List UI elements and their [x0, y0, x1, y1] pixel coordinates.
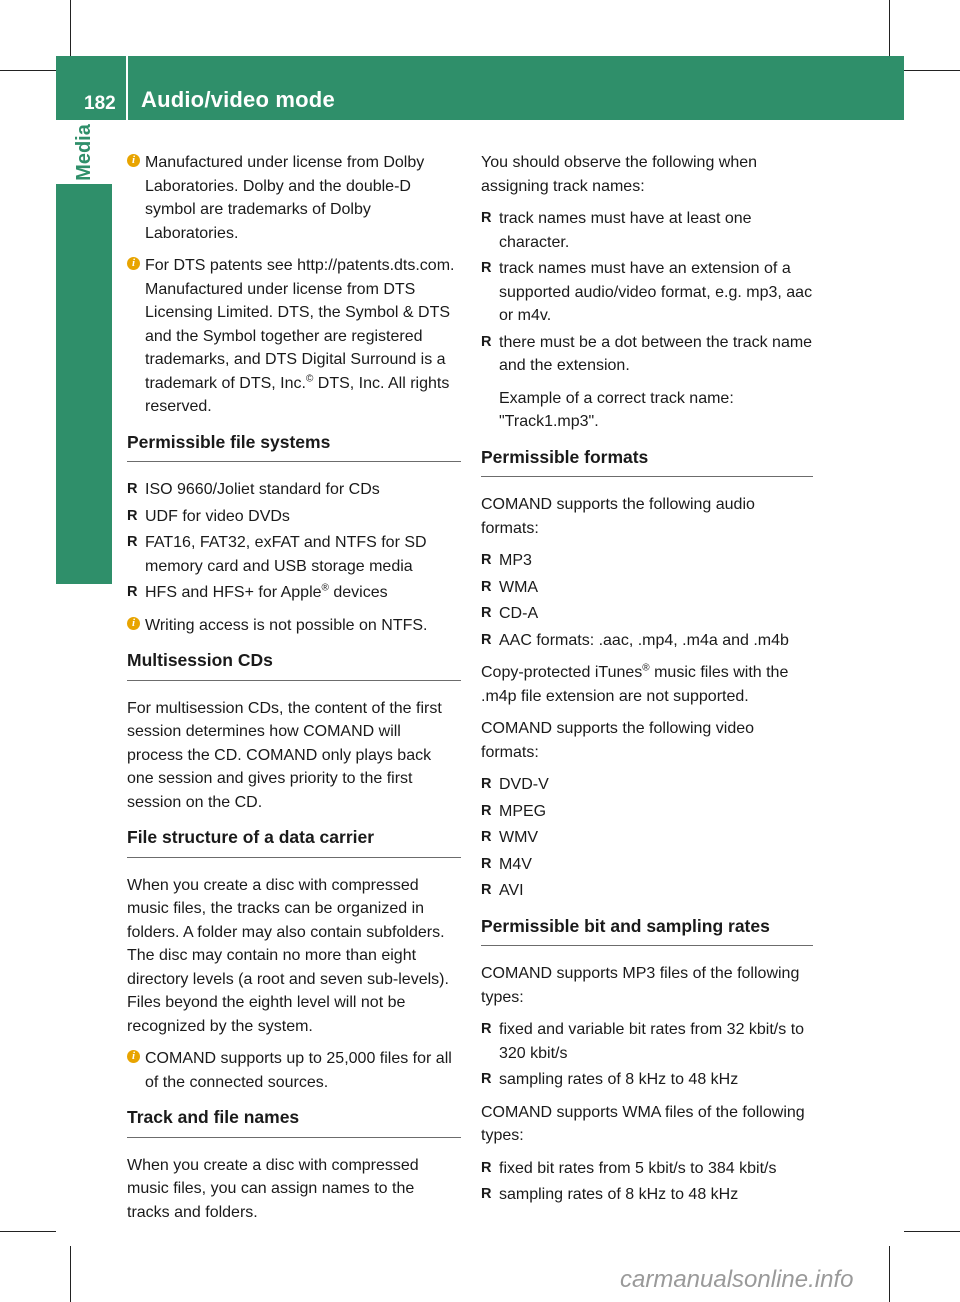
list-item: R ISO 9660/Joliet standard for CDs: [127, 478, 461, 502]
mp3-rates-list: [481, 1018, 813, 1092]
list-item: R MP3: [481, 549, 813, 573]
section-title: Audio/video mode: [141, 87, 335, 112]
info-note: i Manufactured under license from Dolby Laboratories. Dolby and the double-D symbol are trademarks of Dolby Laboratories.: [127, 151, 461, 245]
crop-mark: [904, 70, 960, 71]
paragraph: When you create a disc with compressed music files, the tracks can be organized in folders. A folder may also contain subfolders. The disc may contain no more than eight directory levels (a root and seven sub-levels). Files beyond the eighth level will not be recognized by the system.: [127, 876, 449, 1035]
side-tab: [56, 120, 112, 184]
paragraph: When you create a disc with compressed music files, you can assign names to the tracks and folders.: [127, 1156, 419, 1221]
heading-track-names: Track and file names: [127, 1106, 461, 1138]
list-item: R fixed bit rates from 5 kbit/s to 384 kbit/s: [481, 1157, 813, 1181]
heading-file-systems: Permissible file systems: [127, 431, 461, 463]
info-note: i Writing access is not possible on NTFS.: [127, 614, 461, 638]
left-column: [127, 151, 461, 1233]
heading-formats: Permissible formats: [481, 446, 813, 478]
info-note: i COMAND supports up to 25,000 files for all of the connected sources.: [127, 1047, 461, 1094]
wma-rates-list: [481, 1157, 813, 1207]
list-item: R UDF for video DVDs: [127, 505, 461, 529]
list-item: R MPEG: [481, 800, 813, 824]
page-number: 182: [84, 93, 116, 114]
list-item: R WMA: [481, 576, 813, 600]
list-item: R CD-A: [481, 602, 813, 626]
list-item: R track names must have at least one character.: [481, 207, 813, 254]
info-icon: i: [127, 1050, 140, 1063]
paragraph: COMAND supports the following video formats:: [481, 720, 755, 761]
list-item: R there must be a dot between the track name and the extension.: [481, 331, 813, 378]
list-item: R AAC formats: .aac, .mp4, .m4a and .m4b: [481, 629, 813, 653]
file-systems-list: [127, 478, 461, 605]
video-formats-list: [481, 773, 813, 903]
list-item: R HFS and HFS+ for Apple® devices: [127, 581, 461, 605]
crop-mark: [0, 70, 56, 71]
list-item: R DVD-V: [481, 773, 813, 797]
heading-multisession: Multisession CDs: [127, 649, 461, 681]
paragraph: You should observe the following when assigning track names:: [481, 154, 758, 195]
crop-mark: [889, 1246, 890, 1302]
info-icon: i: [127, 617, 140, 630]
audio-formats-list: [481, 549, 813, 652]
heading-file-structure: File structure of a data carrier: [127, 826, 461, 858]
side-tab-block: [56, 184, 112, 584]
list-item: R sampling rates of 8 kHz to 48 kHz: [481, 1183, 813, 1207]
list-item: R FAT16, FAT32, exFAT and NTFS for SD memory card and USB storage media: [127, 531, 461, 578]
info-icon: i: [127, 257, 140, 270]
paragraph: COMAND supports the following audio formats:: [481, 496, 755, 537]
list-item: R sampling rates of 8 kHz to 48 kHz: [481, 1068, 813, 1092]
info-icon: i: [127, 154, 140, 167]
header-divider: [126, 56, 128, 120]
paragraph: For multisession CDs, the content of the first session determines how COMAND will process the CD. COMAND only plays back one session and gives priority to the first session on the CD.: [127, 699, 442, 811]
paragraph: Copy-protected iTunes® music files with the .m4p file extension are not supported.: [481, 662, 789, 705]
heading-rates: Permissible bit and sampling rates: [481, 915, 813, 947]
paragraph: COMAND supports WMA files of the following types:: [481, 1103, 805, 1144]
crop-mark: [70, 0, 71, 56]
list-item: R M4V: [481, 853, 813, 877]
example-text: Example of a correct track name: "Track1.mp3".: [499, 389, 734, 430]
list-item: R WMV: [481, 826, 813, 850]
crop-mark: [889, 0, 890, 56]
info-note: i For DTS patents see http://patents.dts.com. Manufactured under license from DTS Licensing Limited. DTS, the Symbol & DTS and the Symbol together are registered trademarks, and DTS Digital Surround is a trademark of DTS, Inc.© DTS, Inc. All rights reserved.: [127, 254, 461, 419]
list-item: R track names must have an extension of a supported audio/video format, e.g. mp3, aac or m4v.: [481, 257, 813, 328]
track-name-rules-list: [481, 207, 813, 378]
crop-mark: [904, 1231, 960, 1232]
right-column: [481, 151, 813, 1216]
list-item: R AVI: [481, 879, 813, 903]
crop-mark: [70, 1246, 71, 1302]
side-tab-label: Media: [72, 123, 95, 181]
paragraph: COMAND supports MP3 files of the following types:: [481, 965, 800, 1006]
watermark: carmanualsonline.info: [620, 1266, 854, 1293]
crop-mark: [0, 1231, 56, 1232]
list-item: R fixed and variable bit rates from 32 kbit/s to 320 kbit/s: [481, 1018, 813, 1065]
